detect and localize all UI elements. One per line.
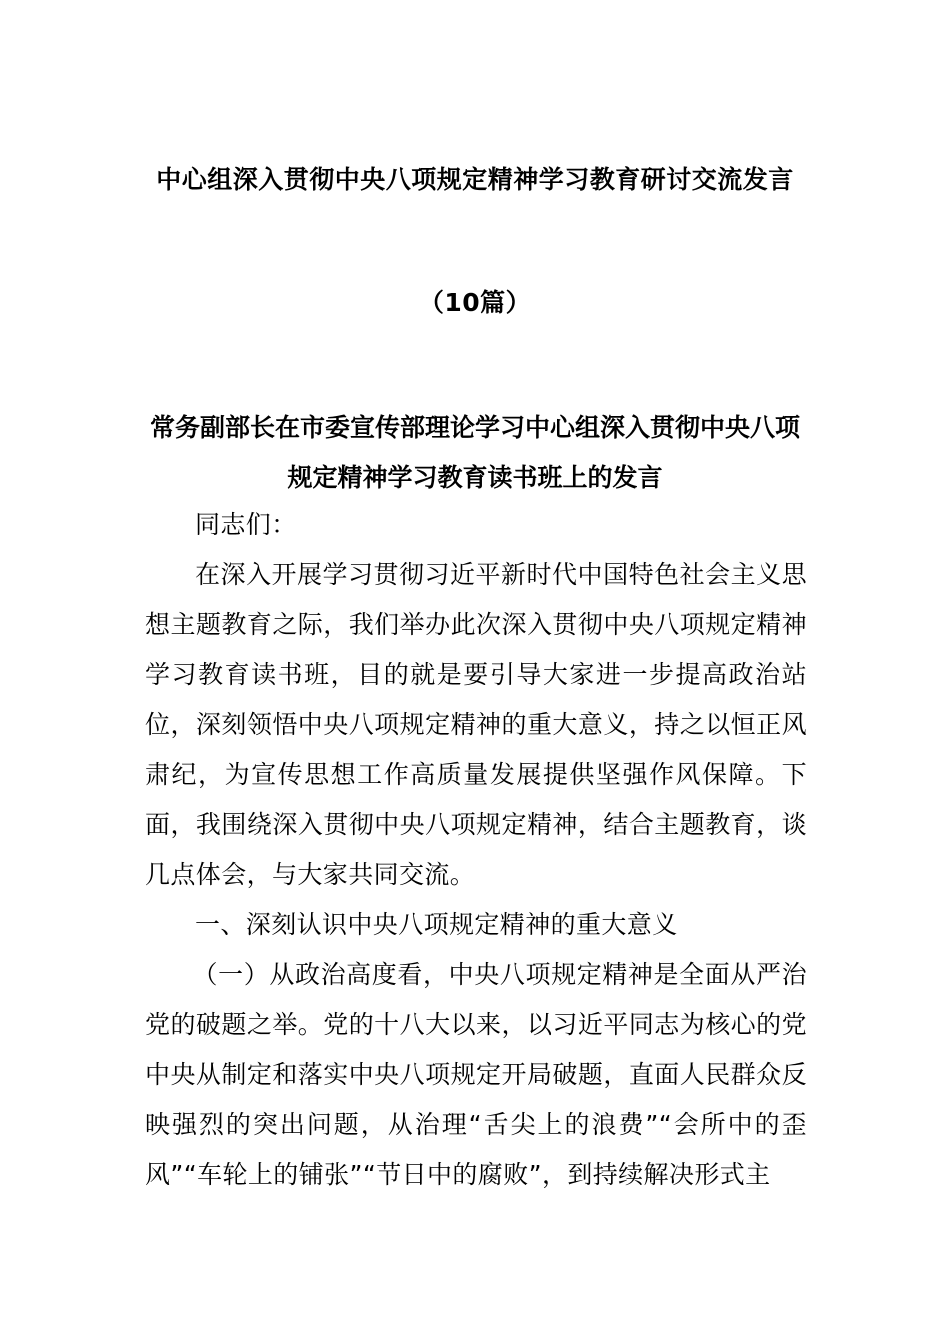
greeting: 同志们： bbox=[195, 510, 297, 539]
document-title: 中心组深入贯彻中央八项规定精神学习教育研讨交流发言 bbox=[156, 165, 794, 194]
body-paragraph: 在深入开展学习贯彻习近平新时代中国特色社会主义思想主题教育之际，我们举办此次深入贯彻中央八项规定精神学习教育读书班，目的就是要引导大家进一步提高政治站位，深刻领悟中央八项规定精神的重大意义，持之以恒正风肃纪，为宣传思想工作高质量发展提供坚强作风保障。下面，我围绕深入贯彻中央八项规定精神，结合主题教育，谈几点体会，与大家共同交流。 bbox=[145, 560, 807, 889]
document-subtitle: （10篇） bbox=[418, 288, 532, 317]
document-body bbox=[145, 500, 807, 1200]
section-heading: 一、深刻认识中央八项规定精神的重大意义 bbox=[195, 910, 678, 939]
body-paragraph: （一）从政治高度看，中央八项规定精神是全面从严治党的破题之举。党的十八大以来，以习近平同志为核心的党中央从制定和落实中央八项规定开局破题，直面人民群众反映强烈的突出问题，从治理“舌尖上的浪费”“会所中的歪风”“车轮上的铺张”“节日中的腐败”，到持续解决形式主 bbox=[145, 960, 807, 1189]
speech-title: 常务副部长在市委宣传部理论学习中心组深入贯彻中央八项规定精神学习教育读书班上的发言 bbox=[149, 413, 800, 492]
